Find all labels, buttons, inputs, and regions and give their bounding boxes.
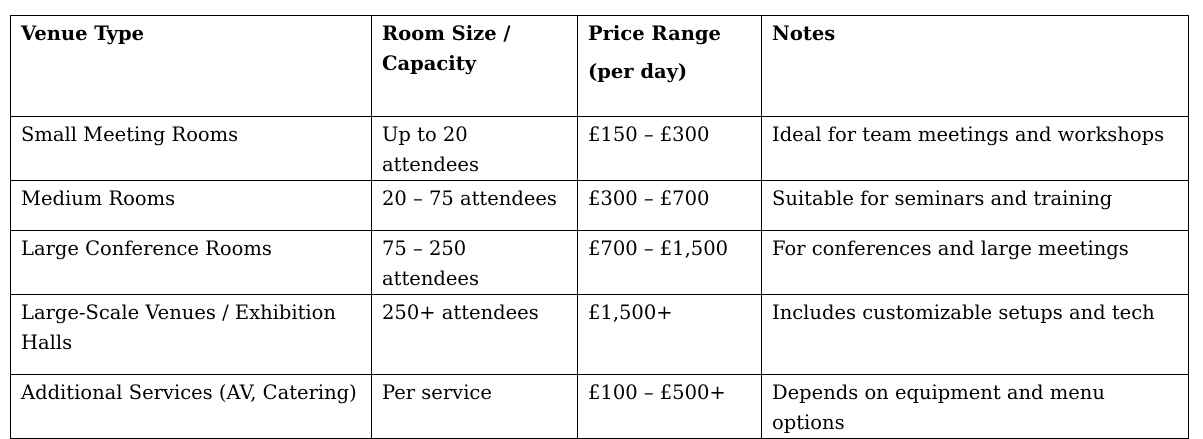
cell-notes: Depends on equipment and menu options (762, 375, 1189, 439)
cell-capacity: Up to 20 attendees (372, 117, 578, 181)
table-row (11, 375, 1189, 439)
cell-price: £700 – £1,500 (578, 231, 762, 295)
cell-price: £1,500+ (578, 295, 762, 375)
cell-capacity: 250+ attendees (372, 295, 578, 375)
header-price-range (578, 16, 762, 117)
table-row (11, 295, 1189, 375)
cell-price: £100 – £500+ (578, 375, 762, 439)
cell-notes: Suitable for seminars and training (762, 181, 1189, 231)
cell-venue: Small Meeting Rooms (11, 117, 372, 181)
header-price-range-line1: Price Range (588, 22, 721, 45)
cell-notes: Includes customizable setups and tech (762, 295, 1189, 375)
cell-venue: Additional Services (AV, Catering) (11, 375, 372, 439)
cell-price: £300 – £700 (578, 181, 762, 231)
table-header-row (11, 16, 1189, 117)
cell-price: £150 – £300 (578, 117, 762, 181)
header-room-size-line1: Room Size / (382, 22, 511, 45)
cell-venue: Large Conference Rooms (11, 231, 372, 295)
table-row (11, 231, 1189, 295)
cell-capacity: 75 – 250 attendees (372, 231, 578, 295)
table-row (11, 117, 1189, 181)
header-venue-type-label: Venue Type (21, 22, 145, 45)
header-venue-type (11, 16, 372, 117)
header-price-range-line2: (per day) (588, 60, 688, 83)
cell-venue: Medium Rooms (11, 181, 372, 231)
cell-notes: For conferences and large meetings (762, 231, 1189, 295)
header-room-size (372, 16, 578, 117)
table-row (11, 181, 1189, 231)
cell-capacity: Per service (372, 375, 578, 439)
cell-notes: Ideal for team meetings and workshops (762, 117, 1189, 181)
header-room-size-line2: Capacity (382, 52, 477, 75)
header-notes (762, 16, 1189, 117)
header-notes-label: Notes (772, 22, 836, 45)
cell-capacity: 20 – 75 attendees (372, 181, 578, 231)
venue-pricing-table (10, 15, 1189, 439)
cell-venue: Large-Scale Venues / Exhibition Halls (11, 295, 372, 375)
